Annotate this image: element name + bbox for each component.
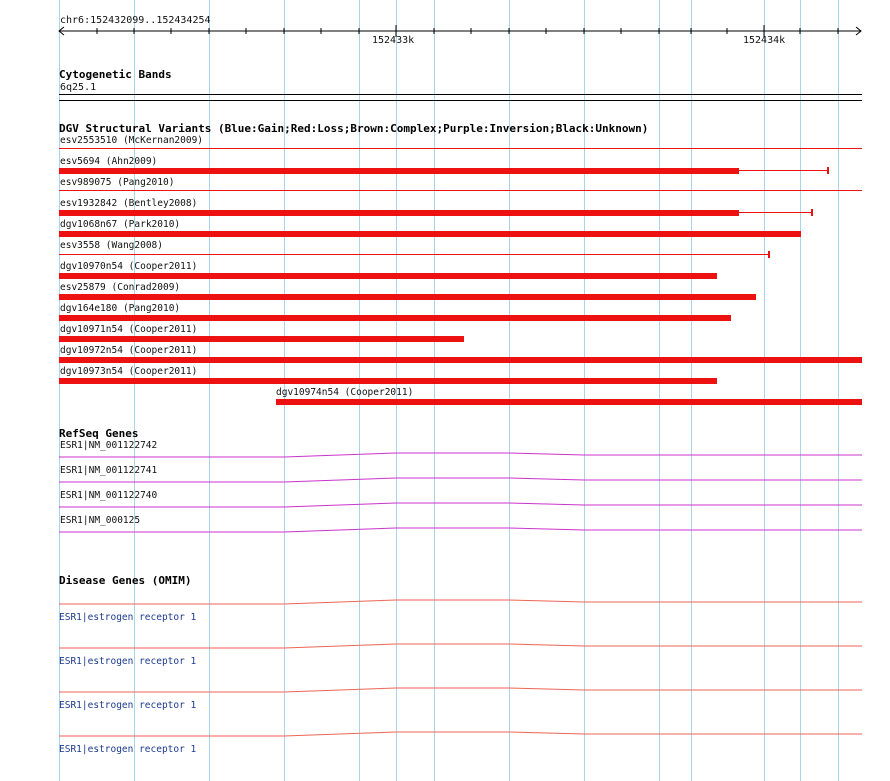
variant-feature[interactable] <box>59 190 862 191</box>
grid-line <box>509 0 510 781</box>
gene-label: ESR1|NM_001122740 <box>60 490 158 501</box>
variant-feature[interactable] <box>59 273 717 279</box>
variant-label: dgv164e180 (Pang2010) <box>60 303 181 314</box>
cytogenetic-track-title: Cytogenetic Bands <box>59 68 172 81</box>
ruler-axis <box>59 25 862 39</box>
variant-feature[interactable] <box>59 148 862 149</box>
refseq-track-title: RefSeq Genes <box>59 427 139 440</box>
gene-label: ESR1|NM_001122742 <box>60 440 158 451</box>
cytoband-feature[interactable] <box>59 94 862 101</box>
grid-line <box>659 0 660 781</box>
grid-line <box>209 0 210 781</box>
variant-feature[interactable] <box>59 210 739 216</box>
variant-label: esv989075 (Pang2010) <box>60 177 175 188</box>
gene-label: ESR1|NM_001122741 <box>60 465 158 476</box>
variant-feature[interactable] <box>276 399 862 405</box>
ruler-tick-label: 152434k <box>743 35 786 46</box>
variant-feature-extension <box>739 170 828 171</box>
variant-feature-cap <box>811 209 813 216</box>
omim-gene-label: ESR1|estrogen receptor 1 <box>59 656 197 667</box>
dgv-track-title: DGV Structural Variants (Blue:Gain;Red:Loss;Brown:Complex;Purple:Inversion;Black:Unknown) <box>59 122 649 135</box>
grid-line <box>838 0 839 781</box>
variant-feature[interactable] <box>59 315 731 321</box>
ruler-tick-label: 152433k <box>372 35 415 46</box>
omim-gene-label: ESR1|estrogen receptor 1 <box>59 612 197 623</box>
ruler[interactable] <box>59 25 862 39</box>
grid-line <box>691 0 692 781</box>
variant-feature[interactable] <box>59 294 756 300</box>
ruler-location: chr6:152432099..152434254 <box>60 15 211 26</box>
grid-line <box>800 0 801 781</box>
variant-label: dgv10972n54 (Cooper2011) <box>60 345 198 356</box>
variant-label: dgv10973n54 (Cooper2011) <box>60 366 198 377</box>
variant-label: dgv10974n54 (Cooper2011) <box>276 387 414 398</box>
variant-label: esv1932842 (Bentley2008) <box>60 198 198 209</box>
variant-label: esv3558 (Wang2008) <box>60 240 163 251</box>
variant-feature[interactable] <box>59 168 739 174</box>
variant-feature[interactable] <box>59 254 769 255</box>
variant-label: esv5694 (Ahn2009) <box>60 156 158 167</box>
variant-label: dgv10970n54 (Cooper2011) <box>60 261 198 272</box>
cytoband-label: 6q25.1 <box>60 82 97 93</box>
variant-feature[interactable] <box>59 231 801 237</box>
variant-feature-extension <box>739 212 812 213</box>
variant-label: dgv10971n54 (Cooper2011) <box>60 324 198 335</box>
variant-label: dgv1068n67 (Park2010) <box>60 219 181 230</box>
omim-gene-label: ESR1|estrogen receptor 1 <box>59 744 197 755</box>
omim-track-title: Disease Genes (OMIM) <box>59 574 192 587</box>
grid-line <box>584 0 585 781</box>
variant-feature[interactable] <box>59 336 464 342</box>
variant-feature-cap <box>827 167 829 174</box>
variant-label: esv2553510 (McKernan2009) <box>60 135 204 146</box>
variant-label: esv25879 (Conrad2009) <box>60 282 181 293</box>
grid-line <box>764 0 765 781</box>
grid-line <box>434 0 435 781</box>
gene-label: ESR1|NM_000125 <box>60 515 141 526</box>
variant-feature-cap <box>768 251 770 258</box>
omim-gene-label: ESR1|estrogen receptor 1 <box>59 700 197 711</box>
variant-feature[interactable] <box>59 357 862 363</box>
variant-feature[interactable] <box>59 378 717 384</box>
